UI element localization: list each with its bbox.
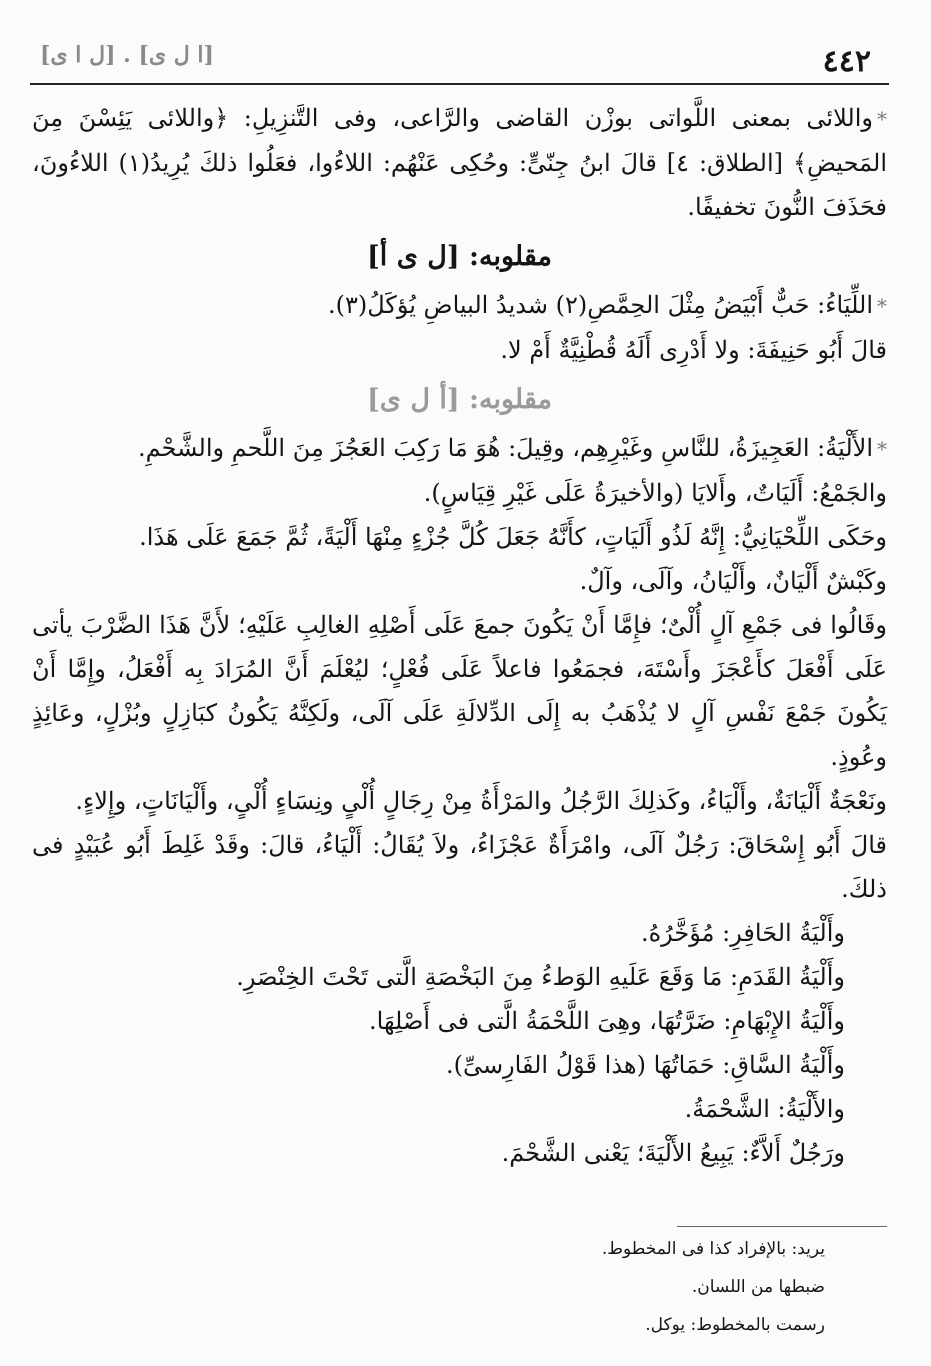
paragraph <box>32 328 887 372</box>
sub-entry <box>32 911 887 955</box>
page-number: ٤٤٢ <box>822 44 871 79</box>
paragraph-text: الأَلْيَةُ: العَجِيزَةُ، للنَّاسِ وغَيْرِهِم، وقِيلَ: هُوَ مَا رَكِبَ العَجُزَ مِنَ اللَّحمِ والشَّحْمِ. <box>138 434 873 462</box>
footnote: ضبطها من اللسان. <box>691 1277 825 1297</box>
paragraph-text: وكَبْشٌ أَلْيَانٌ، وأَلْيَانُ، وآلَى، وآلٌ. <box>579 567 887 595</box>
section-heading <box>32 231 887 283</box>
paragraph-text: وأَلْيَةُ الإِبْهَامِ: ضَرَّتُهَا، وهِىَ اللَّحْمَةُ الَّتى فى أَصْلِهَا. <box>369 1007 845 1035</box>
paragraph <box>32 96 887 229</box>
sub-entry <box>32 955 887 999</box>
paragraph <box>32 603 887 779</box>
paragraph <box>32 283 887 328</box>
sub-entry <box>32 1087 887 1131</box>
paragraph <box>32 559 887 603</box>
entry-marker: * <box>877 107 887 131</box>
footnote: رسمت بالمخطوط: يوكل. <box>645 1315 825 1335</box>
paragraph-text: وأَلْيَةُ القَدَمِ: مَا وَقَعَ عَلَيهِ الوَطءُ مِنَ البَخْصَةِ الَّتى تَحْتَ الخِنْصَرِ. <box>236 963 845 991</box>
paragraph-text: وأَلْيَةُ السَّاقِ: حَمَاتُهَا (هذا قَوْلُ الفَارِسىِّ). <box>445 1051 845 1079</box>
paragraph <box>32 823 887 911</box>
paragraph-text: ورَجُلٌ أَلاَّءٌ: يَبِيعُ الأَلْيَةَ؛ يَعْنى الشَّحْمَ. <box>501 1139 845 1167</box>
paragraph <box>32 515 887 559</box>
entry-marker: * <box>877 437 887 461</box>
paragraph-text: وحَكَى اللِّحْيَانِيُّ: إِنَّهُ لَذُو أَلَيَاتٍ، كأَنَّهُ جَعَلَ كُلَّ جُزْءٍ مِنْهَا أَلْيَةً، ثُمَّ جَمَعَ عَلَى هَذَا. <box>139 523 887 551</box>
sub-entry <box>32 1043 887 1087</box>
paragraph-text: والجَمْعُ: أَلَيَاتٌ، وأَلايَا (والأخيرَةُ عَلَى غَيْرِ قِيَاسٍ). <box>423 479 887 507</box>
entry-marker: * <box>877 294 887 318</box>
paragraph <box>32 779 887 823</box>
paragraph <box>32 471 887 515</box>
sub-entry <box>32 1131 887 1175</box>
footnote-divider <box>677 1226 887 1227</box>
paragraph <box>32 426 887 471</box>
paragraph-text: وأَلْيَةُ الحَافِرِ: مُؤَخَّرُهُ. <box>640 919 845 947</box>
paragraph-text: مقلوبه: [أ ل ى] <box>367 384 552 415</box>
paragraph-text: اللِّيَاءُ: حَبٌّ أَبْيَضُ مِثْلَ الحِمَّصِ(٢) شديدُ البياضِ يُؤكَلُ(٣). <box>327 291 873 319</box>
paragraph-text: مقلوبه: [ل ى أ] <box>367 241 552 272</box>
footnotes <box>300 1230 825 1344</box>
footnote: يريد: بالإفراد كذا فى المخطوط. <box>601 1239 825 1259</box>
running-header: [ل ا ى] . [ا ل ى] <box>40 42 214 68</box>
paragraph-text: والأَلْيَةُ: الشَّحْمَةُ. <box>684 1095 845 1123</box>
main-text <box>32 96 887 1175</box>
sub-entry <box>32 999 887 1043</box>
paragraph-text: قالَ أَبُو حَنِيفَةَ: ولا أَدْرِى أَلَهُ قُطْنِيَّةٌ أَمْ لا. <box>500 336 887 364</box>
paragraph-text: وقَالُوا فى جَمْعِ آلٍ أُلْىٌ؛ فإِمَّا أَنْ يَكُونَ جمعَ عَلَى أَصْلِهِ الغالِبِ عَلَيْهِ؛ لأَنَّ هَذَا الضَّرْبَ يأتى عَلَى أَفْعَلَ كأَعْجَزَ وأَسْتَهَ، فجمَعُوا فاعلاً عَلَى فُعْلٍ؛ ليُعْلَمَ أَنَّ المُرَادَ بِه أَفْعَلُ، وإِمَّا أَنْ يَكُونَ جَمْعَ نَفْسِ آلٍ لا يُذْهَبُ به إِلَى الدِّلالَةِ عَلَى آلَى، ولَكِنَّهُ يَكُونُ كبَازِلٍ وبُزْلٍ، وعَائِذٍ وعُوذٍ. <box>32 611 887 771</box>
paragraph-text: ونَعْجَةٌ أَلْيَانَةٌ، وأَلْيَاءُ، وكَذلِكَ الرَّجُلُ والمَرْأَةُ مِنْ رِجَالٍ أُلْىٍ ونِسَاءٍ أُلْىٍ، وأَلْيَانَاتٍ، وإِلاءٍ. <box>75 787 887 815</box>
paragraph-text: واللائى بمعنى اللَّواتى بوزْن القاضى والرَّاعى، وفى التَّنزِيلِ: ﴿واللائى يَئِسْنَ مِنَ المَحيضِ﴾ [الطلاق: ٤] قالَ ابنُ جِنّىٍّ: وحُكِى عَنْهُم: اللاءُوا، فعَلُوا ذلكَ يُرِيدُ(١) اللاءُونَ، فحَذَفَ النُّونَ تخفيفًا. <box>32 104 887 221</box>
section-heading <box>32 374 887 426</box>
paragraph-text: قالَ أَبُو إِسْحَاقَ: رَجُلٌ آلَى، وامْرَأَةٌ عَجْزَاءُ، ولاَ يُقَالُ: أَلْيَاءُ، قالَ: وقَدْ غَلِطَ أَبُو عُبَيْدٍ فى ذلكَ. <box>32 831 887 903</box>
header-divider <box>30 83 889 85</box>
